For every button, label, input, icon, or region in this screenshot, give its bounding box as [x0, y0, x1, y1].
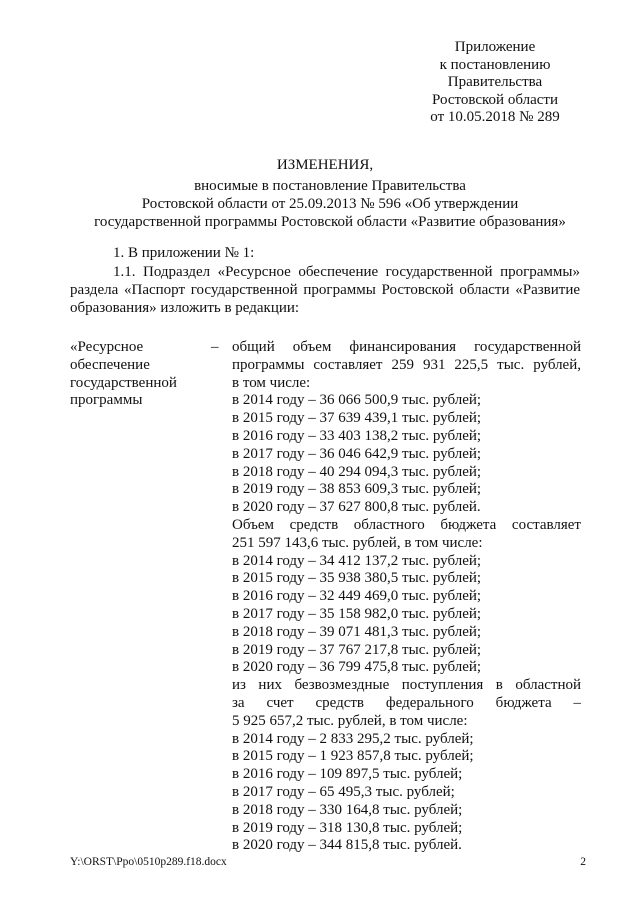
label-dash: – [211, 339, 219, 355]
appendix-line: от 10.05.2018 № 289 [430, 109, 560, 126]
content-line: в 2015 году – 37 639 439,1 тыс. рублей; [232, 410, 482, 427]
appendix-line: Приложение [454, 39, 536, 55]
content-line: в 2016 году – 33 403 138,2 тыс. рублей; [232, 427, 482, 444]
content-line: программы составляет 259 931 225,5 тыс. рублей, [232, 356, 581, 373]
document-title: ИЗМЕНЕНИЯ, [276, 157, 374, 173]
appendix-block [420, 39, 570, 127]
label-line: государственной [70, 374, 177, 391]
document-subtitle [80, 178, 580, 231]
appendix-line: Ростовской области [432, 91, 558, 108]
content-line: 251 597 143,6 тыс. рублей, в том числе: [232, 534, 483, 551]
paragraph-line: образования» изложить в редакции: [70, 300, 300, 316]
content-line: в 2017 году – 35 158 982,0 тыс. рублей; [232, 605, 482, 622]
item-1: 1. В приложении № 1: [113, 245, 255, 261]
content-line: Объем средств областного бюджета составляет [232, 516, 581, 533]
content-line: в 2020 году – 36 799 475,8 тыс. рублей; [232, 659, 482, 676]
content-line: в 2019 году – 318 130,8 тыс. рублей; [232, 819, 463, 836]
label-line: обеспечение [70, 356, 150, 373]
subtitle-line: государственной программы Ростовской области «Развитие образования» [94, 213, 566, 230]
content-line: в 2017 году – 65 495,3 тыс. рублей; [232, 783, 455, 800]
appendix-line: Правительства [447, 74, 543, 91]
content-line: в 2014 году – 2 833 295,2 тыс. рублей; [232, 730, 474, 747]
content-line: в 2018 году – 40 294 094,3 тыс. рублей; [232, 463, 482, 480]
subtitle-line: вносимые в постановление Правительства [194, 178, 466, 194]
content-line: в 2016 году – 32 449 469,0 тыс. рублей; [232, 588, 482, 605]
content-line: за счет средств федерального бюджета – [232, 694, 581, 711]
content-line: в 2018 году – 330 164,8 тыс. рублей; [232, 801, 463, 818]
content-line: 5 925 657,2 тыс. рублей, в том числе: [232, 712, 468, 729]
resource-content [232, 339, 581, 855]
content-line: в 2014 году – 34 412 137,2 тыс. рублей; [232, 552, 482, 569]
content-line: в 2014 году – 36 066 500,9 тыс. рублей; [232, 392, 482, 409]
item-1-1 [70, 263, 580, 317]
label-line: «Ресурсное [70, 339, 144, 355]
content-line: в 2019 году – 37 767 217,8 тыс. рублей; [232, 641, 482, 658]
content-line: общий объем финансирования государственной [232, 339, 581, 355]
appendix-line: к постановлению [439, 56, 551, 73]
subtitle-line: Ростовской области от 25.09.2013 № 596 «Об утверждении [141, 195, 519, 212]
content-line: в 2020 году – 344 815,8 тыс. рублей. [232, 837, 462, 854]
paragraph-line: раздела «Паспорт государственной программы Ростовской области «Развитие [70, 282, 580, 298]
paragraph-line: 1.1. Подраздел «Ресурсное обеспечение государственной программы» [113, 264, 580, 280]
resource-label [70, 339, 210, 410]
content-line: в 2019 году – 38 853 609,3 тыс. рублей; [232, 481, 482, 498]
content-line: в 2020 году – 37 627 800,8 тыс. рублей. [232, 499, 481, 516]
content-line: в 2016 году – 109 897,5 тыс. рублей; [232, 766, 463, 783]
content-line: в 2015 году – 35 938 380,5 тыс. рублей; [232, 570, 482, 587]
label-line: программы [70, 392, 143, 409]
page-number: 2 [580, 856, 586, 868]
footer-file-path: Y:\ORST\Ppo\0510p289.f18.docx [70, 856, 227, 868]
content-line: в 2015 году – 1 923 857,8 тыс. рублей; [232, 748, 474, 765]
content-line: в том числе: [232, 374, 311, 391]
content-line: в 2018 году – 39 071 481,3 тыс. рублей; [232, 623, 482, 640]
content-line: в 2017 году – 36 046 642,9 тыс. рублей; [232, 445, 482, 462]
content-line: из них безвозмездные поступления в областной [232, 677, 581, 694]
